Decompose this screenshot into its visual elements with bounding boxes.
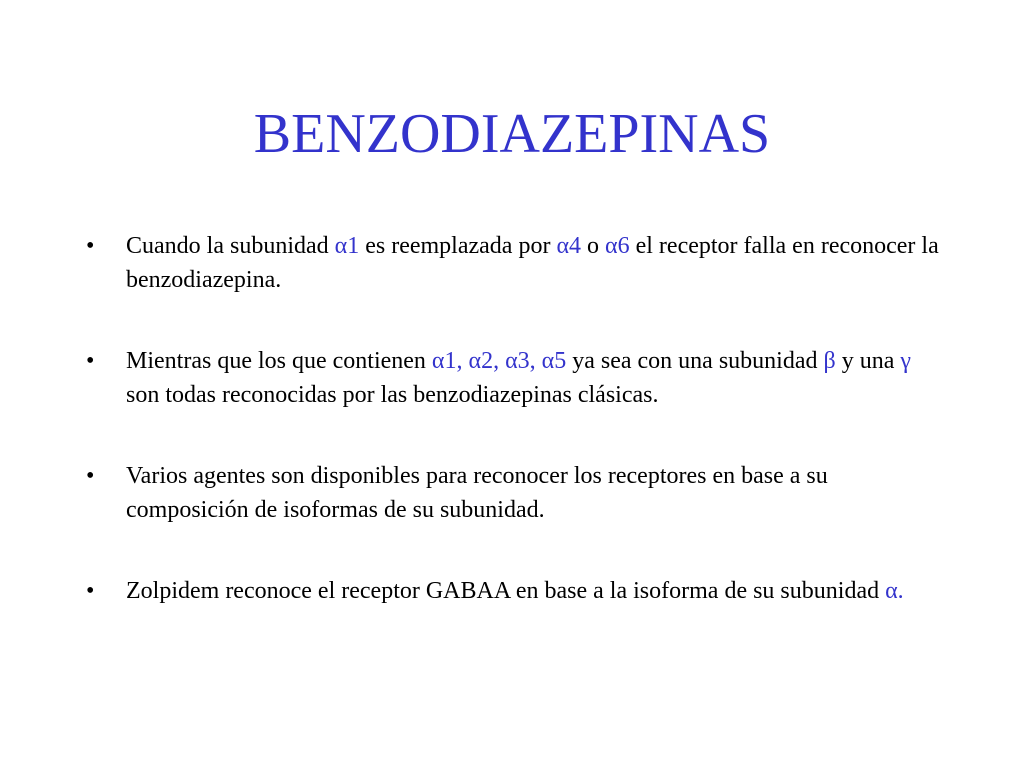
bullet-item <box>86 459 946 527</box>
text-segment: el receptor falla en reconocer la benzodiazepina. <box>126 233 939 293</box>
bullet-text <box>126 348 911 408</box>
greek-symbol: α6 <box>605 233 630 259</box>
bullet-text <box>126 463 828 523</box>
bullet-text <box>126 578 904 604</box>
slide-title: BENZODIAZEPINAS <box>253 103 771 165</box>
greek-symbol: γ <box>900 348 911 374</box>
text-segment: es reemplazada por <box>359 233 557 259</box>
bullet-item <box>86 344 946 412</box>
text-segment: Mientras que los que contienen <box>126 348 432 374</box>
greek-symbol: α. <box>885 578 904 604</box>
greek-symbol: β <box>823 348 836 374</box>
text-segment: Zolpidem reconoce el receptor GABAA en base a la isoforma de su subunidad <box>126 578 886 604</box>
text-segment: ya sea con una subunidad <box>566 348 824 374</box>
bullet-marker: • <box>86 463 95 489</box>
bullet-text <box>126 233 939 293</box>
bullet-marker: • <box>86 578 95 604</box>
text-segment: son todas reconocidas por las benzodiazepinas clásicas. <box>126 382 659 408</box>
bullet-list <box>86 229 946 655</box>
bullet-marker: • <box>86 233 95 259</box>
text-segment: y una <box>835 348 901 374</box>
bullet-item <box>86 229 946 297</box>
greek-symbol: α1, α2, α3, α5 <box>431 348 567 374</box>
bullet-marker: • <box>86 348 95 374</box>
greek-symbol: α4 <box>556 233 582 259</box>
text-segment: Varios agentes son disponibles para reconocer los receptores en base a su composición de isoformas de su subunidad. <box>126 463 828 523</box>
text-segment: o <box>581 233 606 259</box>
greek-symbol: α1 <box>334 233 360 259</box>
bullet-item <box>86 574 946 608</box>
text-segment: Cuando la subunidad <box>126 233 335 259</box>
